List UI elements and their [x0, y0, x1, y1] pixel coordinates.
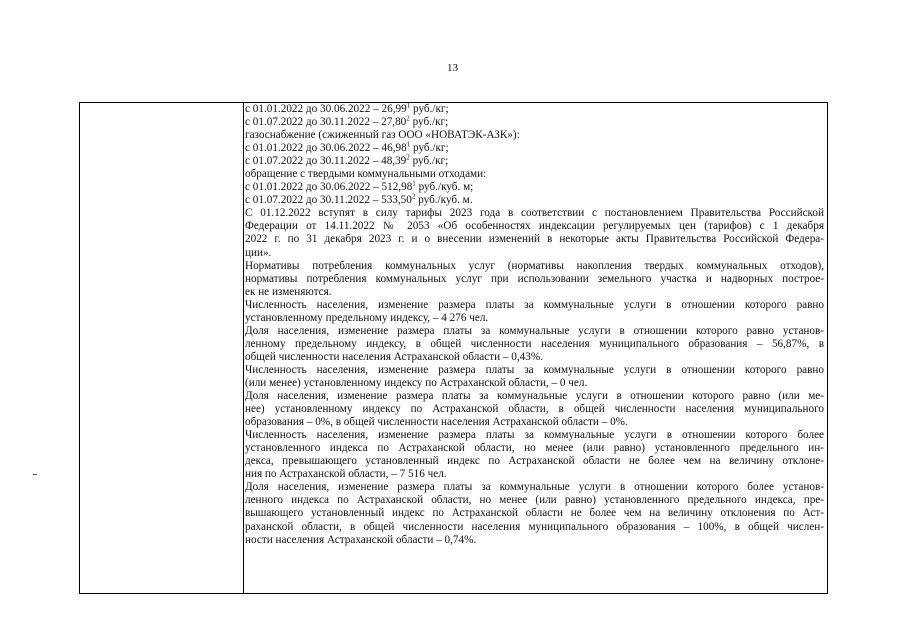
text-line-content: с 01.07.2022 до 30.11.2022 – 533,50 [245, 194, 412, 207]
text-line-content: (или менее) установленному индексу по Астраханской области, – 0 чел. [245, 376, 588, 389]
margin-mark [33, 474, 37, 475]
text-line [245, 194, 824, 207]
text-line [245, 338, 824, 351]
text-line-content: Численность населения, изменение размера платы за коммунальные услуги в отношении которого равно [245, 363, 824, 376]
text-line-content: вышающего установленный индекс по Астраханской области не более чем на величину отклонения по Аст- [245, 507, 824, 520]
footnote-marker: 2 [406, 114, 410, 123]
text-line [245, 534, 824, 547]
text-line-unit: руб./куб. м; [415, 181, 474, 194]
text-line [245, 416, 824, 429]
text-line [245, 507, 824, 520]
text-line [245, 494, 824, 507]
text-line [245, 325, 824, 338]
text-line-content: общей численности населения Астраханской области – 0,43%. [245, 350, 543, 363]
text-line [245, 116, 824, 129]
text-line-content: газоснабжение (сжиженный газ ООО «НОВАТЭК-АЗК»): [245, 129, 520, 142]
column-divider [243, 103, 244, 593]
text-line-content: с 01.07.2022 до 30.11.2022 – 27,80 [245, 116, 407, 129]
text-line [245, 286, 824, 299]
text-line-content: нормативы потребления коммунальных услуг при использовании земельного участка и надворных построе- [245, 272, 824, 285]
text-line [245, 299, 824, 312]
text-line-content: с 01.01.2022 до 30.06.2022 – 26,99 [245, 103, 407, 115]
text-line-content: с 01.01.2022 до 30.06.2022 – 46,98 [245, 142, 407, 155]
text-line-content: установленного индекса по Астраханской области, но менее (или равно) установленного предельного ин- [245, 442, 824, 455]
text-line [245, 233, 824, 246]
text-line [245, 142, 824, 155]
text-line-unit: руб./кг; [410, 142, 449, 155]
text-line [245, 455, 824, 468]
text-line-content: ности населения Астраханской области – 0,74%. [245, 533, 477, 546]
text-line [245, 364, 824, 377]
text-line [245, 103, 824, 116]
text-line-content: обращение с твердыми коммунальными отходами: [245, 168, 487, 181]
text-line [245, 260, 824, 273]
text-line [245, 481, 824, 494]
document-table [79, 102, 828, 594]
text-line-content: ленного индекса по Астраханской области, но менее (или равно) установленного предельного индекса, пре- [245, 494, 824, 507]
text-line [245, 168, 824, 181]
text-line-content: с 01.07.2022 до 30.11.2022 – 48,39 [245, 155, 407, 168]
text-line [245, 312, 824, 325]
table-left-cell [80, 103, 243, 593]
text-line-content: Доля населения, изменение размера платы за коммунальные услуги в отношении которого равно (или ме- [245, 390, 824, 403]
text-line [245, 129, 824, 142]
text-line-content: Численность населения, изменение размера платы за коммунальные услуги в отношении которого более [245, 429, 824, 442]
text-line-content: Доля населения, изменение размера платы за коммунальные услуги в отношении которого равно установ- [245, 324, 824, 337]
text-line [245, 207, 824, 220]
footnote-marker: 2 [411, 192, 416, 201]
footnote-marker: 1 [406, 140, 411, 149]
page-number: 13 [447, 62, 458, 74]
text-line-unit: руб./куб. м. [415, 194, 473, 207]
text-line [245, 442, 824, 455]
text-line-content: нее) установленному индексу по Астраханской области, в общей численности населения муниципального [245, 403, 824, 416]
text-line-content: Нормативы потребления коммунальных услуг (нормативы накопления твердых коммунальных отходов), [245, 259, 824, 272]
text-line-content: С 01.12.2022 вступят в силу тарифы 2023 года в соответствии с постановлением Правительства Российской [245, 207, 824, 220]
text-line-content: Доля населения, изменение размера платы за коммунальные услуги в отношении которого более установ- [245, 481, 824, 494]
text-line [245, 403, 824, 416]
text-line-unit: руб./кг; [410, 103, 449, 115]
text-line [245, 247, 824, 260]
text-line-content: декса, превышающего установленный индекс по Астраханской области не более чем на величину отклоне- [245, 455, 824, 468]
footnote-marker: 1 [412, 179, 416, 188]
footnote-marker: 2 [406, 153, 410, 162]
text-line-content: ек не изменяются. [245, 285, 332, 298]
text-line [245, 377, 824, 390]
text-line [245, 220, 824, 233]
text-line-content: с 01.01.2022 до 30.06.2022 – 512,98 [245, 181, 413, 194]
text-line [245, 468, 824, 481]
footnote-marker: 1 [406, 101, 411, 110]
text-line-content: 2022 г. по 31 декабря 2023 г. и о внесении изменений в некоторые акты Правительства Российской Федера- [245, 233, 824, 246]
text-line-content: ния по Астраханской области, – 7 516 чел. [245, 468, 447, 481]
text-line [245, 429, 824, 442]
text-line [245, 181, 824, 194]
text-line-unit: руб./кг; [409, 155, 449, 168]
text-line [245, 390, 824, 403]
text-line-content: Федерации от 14.11.2022 № 2053 «Об особенностях индексации регулируемых цен (тарифов) с 1 декабря [245, 220, 824, 233]
text-line-content: ленному предельному индексу, в общей численности населения муниципального образования – 56,87%, в [245, 337, 824, 350]
text-line [245, 273, 824, 286]
text-line-content: ции». [245, 246, 272, 259]
text-line-unit: руб./кг; [409, 116, 449, 129]
text-line [245, 521, 824, 534]
text-line [245, 155, 824, 168]
text-line [245, 351, 824, 364]
text-line-content: Численность населения, изменение размера платы за коммунальные услуги в отношении которого равно [245, 298, 824, 311]
text-line-content: образования – 0%, в общей численности населения Астраханской области – 0%. [245, 416, 628, 429]
text-line-content: установленному предельному индексу, – 4 276 чел. [245, 311, 489, 324]
table-text-cell [245, 103, 824, 593]
text-line-content: раханской области, в общей численности населения муниципального образования – 100%, в общей числен- [245, 520, 824, 533]
